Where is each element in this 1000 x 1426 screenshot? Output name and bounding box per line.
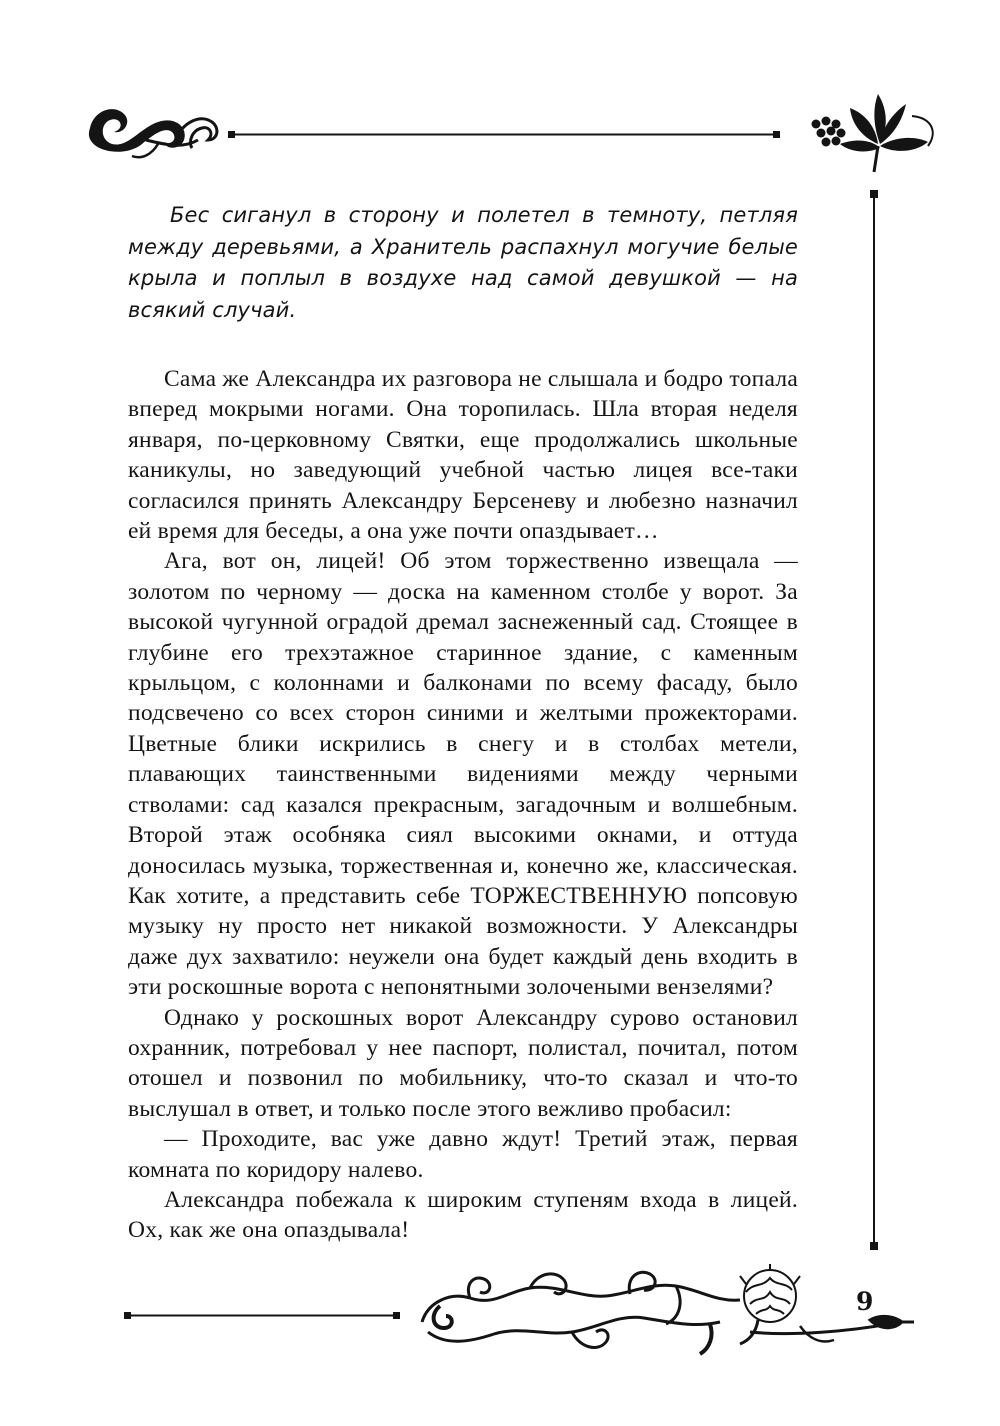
intro-paragraph: Бес сиганул в сторону и полетел в темноту, петляя между деревьями, а Хранитель распахнул могучие белые крыла и поплыл в воздухе над самой девушкой — на всякий случай. [128, 203, 798, 322]
page-text [128, 200, 798, 1246]
page-number: 9 [856, 1287, 874, 1316]
top-ornament [80, 88, 960, 188]
paragraph: Ага, вот он, лицей! Об этом торжественно извещала — золотом по черному — доска на каменном столбе у ворот. За высокой чугунной оградой дремал заснеженный сад. Стоящее в глубине его трехэтажное старинное здание, с каменным крыльцом, с колоннами и балконами по всему фасаду, было подсвечено со всех сторон синими и желтыми прожекторами. Цветные блики искрились в снегу и в столбах метели, плавающих таинственными видениями между черными стволами: сад казался прекрасным, загадочным и волшебным. Второй этаж особняка сиял высокими окнами, и оттуда доносилась музыка, торжественная и, конечно же, классическая. Как хотите, а представить себе ТОРЖЕСТВЕННУЮ попсовую музыку ну просто нет никакой возможности. У Александры даже дух захватило: неужели она будет каждый день входить в эти роскошные ворота с непонятными золочеными вензелями? [128, 548, 798, 1001]
paragraph: Александра побежала к широким ступеням входа в лицей. Ох, как же она опаздывала! [128, 1186, 798, 1244]
top-rule [228, 131, 780, 138]
paragraph: Однако у роскошных ворот Александру сурово остановил охранник, потребовал у нее паспорт, полистал, почитал, потом отошел и позвонил по мобильнику, что-то сказал и что-то выслушал в ответ, и только после этого вежливо пробасил: [128, 1004, 798, 1122]
paragraph: — Проходите, вас уже давно ждут! Третий этаж, первая комната по коридору налево. [128, 1126, 798, 1183]
side-rule [862, 188, 886, 1253]
leaf-berries-icon [812, 94, 933, 172]
bottom-ornament [110, 1262, 940, 1372]
swirl-flourish-icon [89, 109, 217, 157]
paragraph: Сама же Александра их разговора не слышала и бодро топала вперед мокрыми ногами. Она торопилась. Шла вторая неделя января, по-церковному Святки, еще продолжались школьные каникулы, но заведующий учебной частью лицея все-таки согласился принять Александру Берсеневу и любезно назначил ей время для беседы, а она уже почти опаздывает… [128, 366, 798, 545]
floral-vine-flourish-icon [422, 1272, 914, 1354]
bottom-rule [124, 1312, 400, 1319]
